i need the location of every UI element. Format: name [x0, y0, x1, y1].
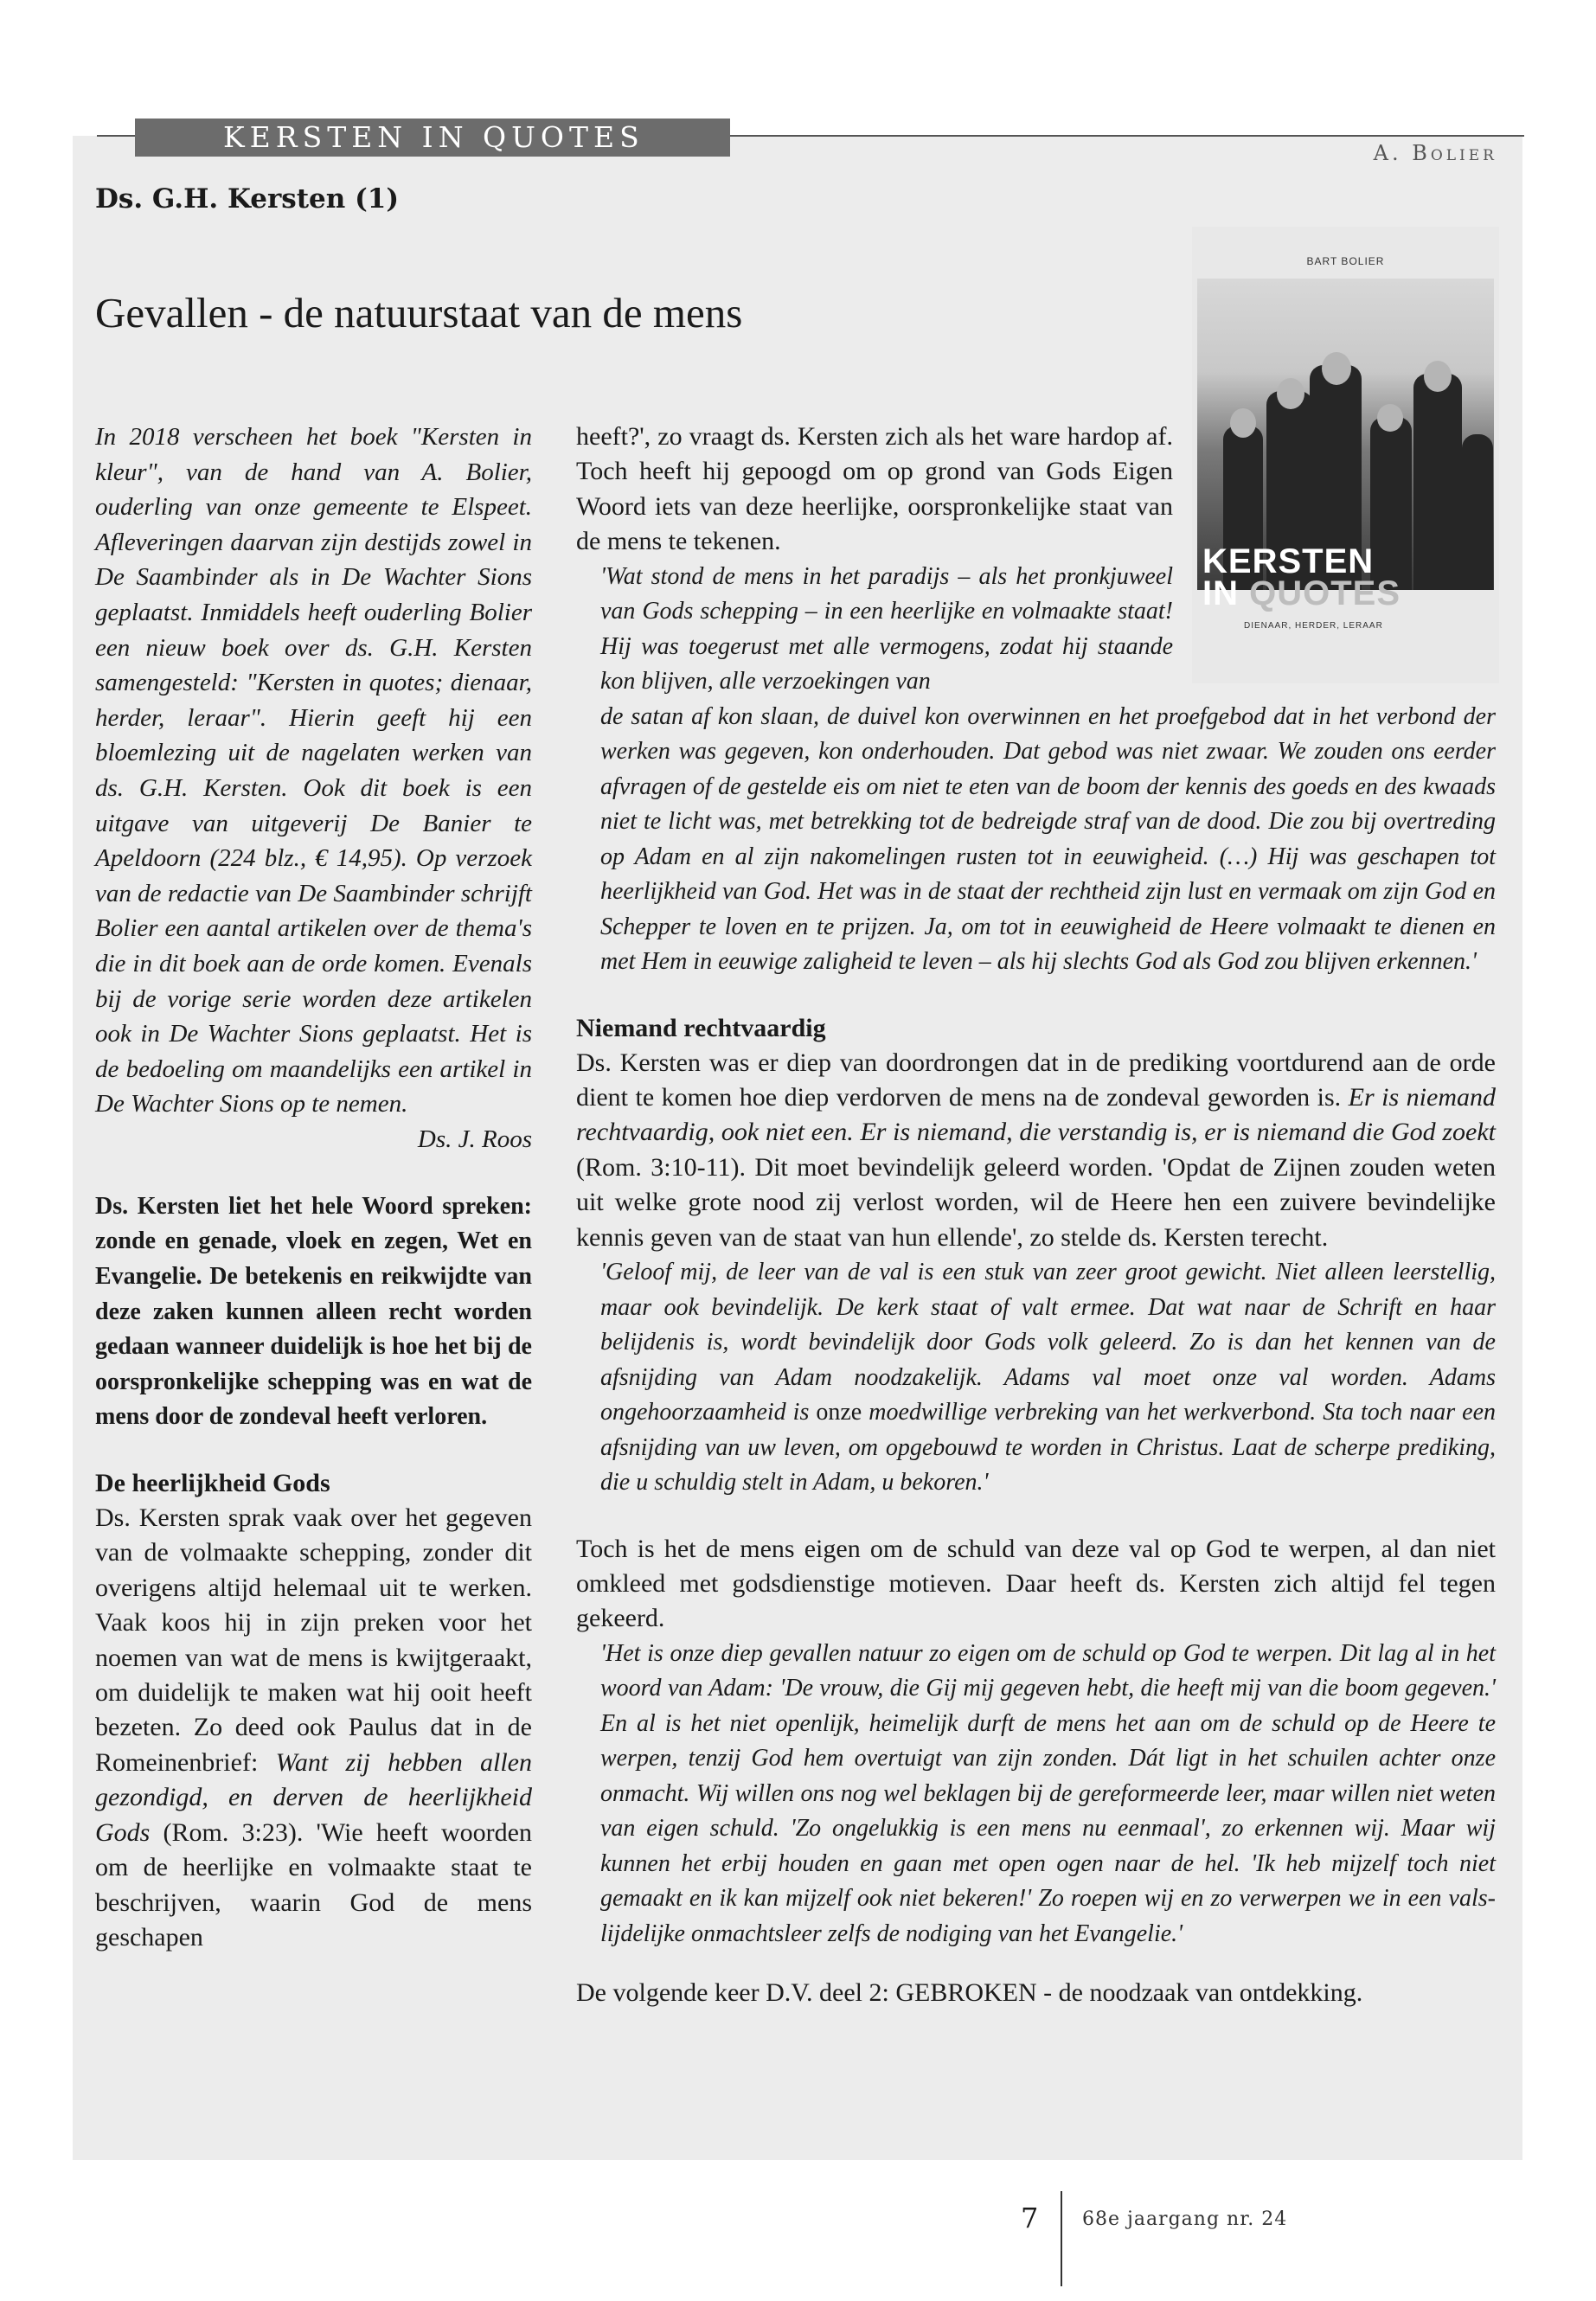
- book-cover-subtitle: DIENAAR, HERDER, LERAAR: [1244, 621, 1383, 631]
- lead-paragraph: Ds. Kersten liet het hele Woord spreken: zonde en genade, vloek en zegen, Wet en Evangelie. De betekenis en reikwijdte van deze zaken kunnen alleen recht worden gedaan wanneer duidelijk is hoe het bij de oorspronkelijke schepping was en wat de mens door de zondeval heeft verloren.: [95, 1192, 532, 1431]
- intro-signature: Ds. J. Roos: [417, 1125, 532, 1153]
- page-number: 7: [1021, 2202, 1039, 2234]
- heading-niemand-rechtvaardig: Niemand rechtvaardig: [576, 1013, 826, 1042]
- quote-schuld: 'Het is onze diep gevallen natuur zo eigen om de schuld op God te werpen. Dit lag al in het woord van Adam: 'De vrouw, die Gij mij gegeven hebt, die heeft mij van die boom gegeven.' En al is het niet openlijk, heimelijk durft de mens het aan om de schuld op de Heere te werpen, tenzij God hem overtuigt van zijn zonden. Dát ligt in het schuilen achter onze onmacht. Wij willen ons nog wel beklagen bij de gereformeerde leer, maar willen niet weten van eigen schuld. 'Zo ongelukkig is een mens nu eenmaal', zo erkennen wij. Maar wij kunnen het erbij houden en gaan met open ogen naar de hel. 'Ik heb mijzelf toch niet gemaakt en ik kan mijzelf ook niet bekeren!' Zo roepen wij en zo verwerpen we in een vals-lijdelijke onmachtsleer zelfs de nodiging van het Evangelie.': [600, 1639, 1496, 1947]
- left-column: [95, 420, 532, 1955]
- quote-paradijs-end: de satan af kon slaan, de duivel kon overwinnen en het proefgebod dat in het verbond der werken was gegeven, kon onderhouden. Dat gebod was niet zwaar. We zouden ons eerder afvragen of de gestelde eis om niet te eten van de boom der kennis des goeds en des kwaads niet te licht was, met betrekking tot de bedreigde straf van de dood. Die zou bij overtreding op Adam en al zijn nakomelingen rusten tot in eeuwigheid. (…) Hij was geschapen tot heerlijkheid van God. Het was in de staat der rechtheid zijn lust en vermaak om zijn God en Schepper te loven en te prijzen. Ja, om tot in eeuwigheid de Heere volmaakt te dienen en met Hem in eeuwige zaligheid te leven – als hij slechts God als God zou blijven erkennen.': [600, 702, 1496, 976]
- right-column: [576, 420, 1496, 2011]
- closing-line: De volgende keer D.V. deel 2: GEBROKEN - de noodzaak van ontdekking.: [576, 1978, 1363, 2008]
- heading-heerlijkheid: De heerlijkheid Gods: [95, 1469, 330, 1498]
- paragraph-niemand-rechtvaardig: Ds. Kersten was er diep van doordrongen dat in de prediking voortdurend aan de orde dient te komen hoe diep verdorven de mens na de zondeval geworden is. Er is niemand rechtvaardig, ook niet een. Er is niemand, die verstandig is, er is niemand die God zoekt (Rom. 3:10-11). Dit moet bevindelijk geleerd worden. 'Opdat de Zijnen zouden weten uit welke grote nood zij verlost worden, wil de Heere hen een zuivere bevindelijke kennis geven van de staat van hun ellende', zo stelde ds. Kersten terecht.: [576, 1048, 1496, 1252]
- article-headline: Gevallen - de natuurstaat van de mens: [95, 289, 743, 336]
- article-subtitle: Ds. G.H. Kersten (1): [95, 183, 400, 215]
- book-cover-title-2: IN QUOTES: [1202, 574, 1401, 612]
- quote-leer-van-de-val: 'Geloof mij, de leer van de val is een stuk van zeer groot gewicht. Niet alleen leerstellig, maar ook bevindelijk. De kerk staat of valt ermee. Dat wat naar de Schrift en haar belijdenis is, wordt bevindelijk door Gods volk geleerd. Zo is dan het kennen van de afsnijding van Adam noodzakelijk. Adams val moet onze val worden. Adams ongehoorzaamheid is onze moedwillige verbreking van het werkverbond. Sta toch naar een afsnijding van uw leven, om opgebouwd te worden in Christus. Laat de scherpe prediking, die u schuldig stelt in Adam, u bekoren.': [600, 1259, 1496, 1497]
- quote-paradijs-start: 'Wat stond de mens in het paradijs – als het pronkjuweel van Gods schepping – in een heerlijke en volmaakte staat! Hij was toegerust met alle vermogens, zodat hij staande kon blijven, alle verzoekingen van: [600, 562, 1173, 695]
- book-cover-author: BART BOLIER: [1306, 255, 1385, 267]
- section-label: KERSTEN IN QUOTES: [135, 119, 730, 157]
- paragraph-heerlijkheid-cont: heeft?', zo vraagt ds. Kersten zich als het ware hardop af. Toch heeft hij gepoogd om op grond van Gods Eigen Woord iets van deze heerlijke, oorspronkelijke staat van de mens te tekenen.: [576, 422, 1173, 556]
- issue-label: 68e jaargang nr. 24: [1082, 2208, 1288, 2230]
- footer-divider: [1061, 2191, 1062, 2286]
- book-cover-title: KERSTEN: [1202, 542, 1375, 580]
- author-name: A. Bolier: [1373, 141, 1497, 165]
- paragraph-schuld: Toch is het de mens eigen om de schuld van deze val op God te werpen, al dan niet omkleed met godsdienstige motieven. Daar heeft ds. Kersten zich altijd fel tegen gekeerd.: [576, 1534, 1496, 1633]
- paragraph-heerlijkheid: Ds. Kersten sprak vaak over het gegeven van de volmaakte schepping, zonder dit overigens altijd helemaal uit te werken. Vaak koos hij in zijn preken voor het noemen van wat de mens is kwijtgeraakt, om duidelijk te maken wat hij ooit heeft bezeten. Zo deed ook Paulus dat in de Romeinenbrief: Want zij hebben allen gezondigd, en derven de heerlijkheid Gods (Rom. 3:23). 'Wie heeft woorden om de heerlijke en volmaakte staat te beschrijven, waarin God de mens geschapen: [95, 1503, 532, 1952]
- intro-text: In 2018 verscheen het boek "Kersten in kleur", van de hand van A. Bolier, ouderling van onze gemeente te Elspeet. Afleveringen daarvan zijn destijds zowel in De Saambinder als in De Wachter Sions geplaatst. Inmiddels heeft ouderling Bolier een nieuw boek over ds. G.H. Kersten samengesteld: "Kersten in quotes; dienaar, herder, leraar". Hierin geeft hij een bloemlezing uit de nagelaten werken van ds. G.H. Kersten. Ook dit boek is een uitgave van uitgeverij De Banier te Apeldoorn (224 blz., € 14,95). Op verzoek van de redactie van De Saambinder schrijft Bolier een aantal artikelen over de thema's die in dit boek aan de orde komen. Evenals bij de vorige serie worden deze artikelen ook in De Wachter Sions geplaatst. Het is de bedoeling om maandelijks een artikel in De Wachter Sions op te nemen.: [95, 423, 532, 1118]
